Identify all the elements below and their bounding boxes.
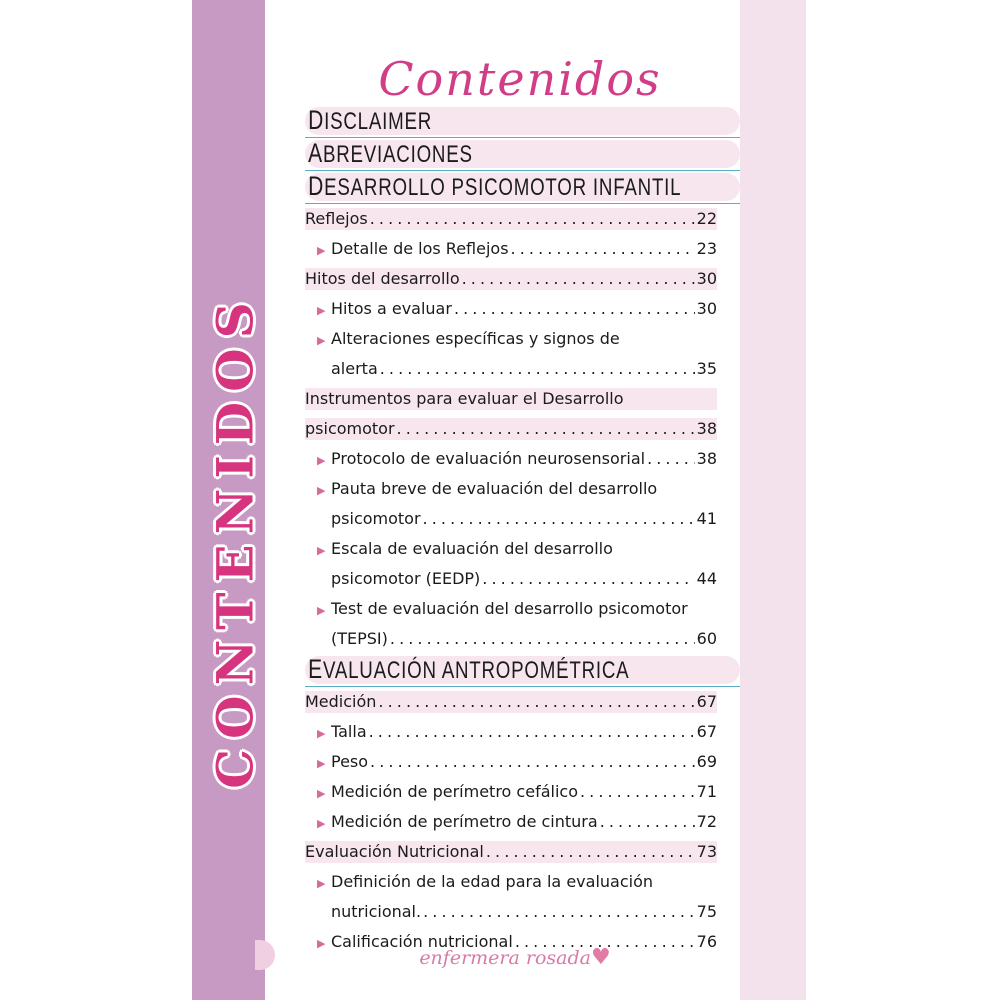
toc-subentry[interactable] <box>305 594 717 624</box>
section-title: EVALUACIÓN ANTROPOMÉTRICA <box>308 654 630 684</box>
leader-dots <box>647 444 695 474</box>
leader-dots <box>370 204 695 234</box>
page-number: 23 <box>696 239 717 258</box>
page-number: 75 <box>696 902 717 921</box>
page-title: Contenidos <box>378 52 662 106</box>
triangle-bullet-icon: ▶ <box>317 244 326 257</box>
entry-label: Test de evaluación del desarrollo psicomotor <box>331 599 688 618</box>
leader-dots <box>380 354 695 384</box>
entry-label: Detalle de los Reflejos <box>331 239 509 258</box>
triangle-bullet-icon: ▶ <box>317 877 326 890</box>
entry-label: Alteraciones específicas y signos de <box>331 329 620 348</box>
leader-dots <box>370 747 695 777</box>
page-number: 60 <box>696 629 717 648</box>
entry-label: Medición <box>305 692 377 711</box>
entry-label: Peso <box>331 752 369 771</box>
entry-label: Instrumentos para evaluar el Desarrollo <box>305 389 624 408</box>
toc-entry-continuation[interactable] <box>305 354 717 384</box>
entry-label-cont: psicomotor <box>305 419 395 438</box>
side-title-text: CONTENIDOS <box>205 291 265 789</box>
toc-section-heading[interactable] <box>305 105 740 138</box>
toc-section-heading[interactable] <box>305 654 740 687</box>
toc-section-heading[interactable] <box>305 171 740 204</box>
section-title: DESARROLLO PSICOMOTOR INFANTIL <box>308 171 682 201</box>
entry-label-cont: nutricional. <box>331 902 422 921</box>
triangle-bullet-icon: ▶ <box>317 334 326 347</box>
page-number: 69 <box>696 752 717 771</box>
toc-subentry[interactable] <box>305 717 717 747</box>
leader-dots <box>600 807 695 837</box>
entry-label-cont: (TEPSI) <box>331 629 388 648</box>
entry-label: Medición de perímetro de cintura <box>331 812 598 831</box>
entry-label: Hitos a evaluar <box>331 299 452 318</box>
leader-dots <box>580 777 695 807</box>
page-number: 41 <box>696 509 717 528</box>
triangle-bullet-icon: ▶ <box>317 304 326 317</box>
triangle-bullet-icon: ▶ <box>317 727 326 740</box>
toc-entry[interactable] <box>305 204 717 234</box>
leader-dots <box>423 504 695 534</box>
entry-label: Evaluación Nutricional <box>305 842 484 861</box>
leader-dots <box>390 624 695 654</box>
triangle-bullet-icon: ▶ <box>317 937 326 950</box>
entry-label: Protocolo de evaluación neurosensorial <box>331 449 646 468</box>
page-number: 38 <box>696 419 717 438</box>
entry-label: Talla <box>331 722 367 741</box>
toc-entry[interactable] <box>305 384 717 414</box>
entry-label: Hitos del desarrollo <box>305 269 460 288</box>
footer-brand <box>400 945 630 970</box>
vertical-side-title <box>205 291 265 789</box>
toc-subentry[interactable] <box>305 294 717 324</box>
page-number: 38 <box>696 449 717 468</box>
page-number: 30 <box>696 299 717 318</box>
entry-label: Calificación nutricional <box>331 932 513 951</box>
toc-subentry[interactable] <box>305 534 717 564</box>
leader-dots <box>423 897 695 927</box>
entry-label: Medición de perímetro cefálico <box>331 782 578 801</box>
entry-label-cont: psicomotor <box>331 509 421 528</box>
toc-entry-continuation[interactable] <box>305 414 717 444</box>
triangle-bullet-icon: ▶ <box>317 787 326 800</box>
triangle-bullet-icon: ▶ <box>317 604 326 617</box>
toc-entry-continuation[interactable] <box>305 624 717 654</box>
leader-dots <box>486 837 695 867</box>
page-number: 30 <box>696 269 717 288</box>
section-title: DISCLAIMER <box>308 105 433 135</box>
page-number: 67 <box>696 722 717 741</box>
triangle-bullet-icon: ▶ <box>317 757 326 770</box>
leader-dots <box>369 717 695 747</box>
toc-entry-continuation[interactable] <box>305 564 717 594</box>
triangle-bullet-icon: ▶ <box>317 544 326 557</box>
page-number: 35 <box>696 359 717 378</box>
entry-label: Definición de la edad para la evaluación <box>331 872 653 891</box>
toc-entry[interactable] <box>305 264 717 294</box>
triangle-bullet-icon: ▶ <box>317 817 326 830</box>
leader-dots <box>454 294 695 324</box>
section-title: ABREVIACIONES <box>308 138 473 168</box>
entry-label: Reflejos <box>305 209 368 228</box>
toc-subentry[interactable] <box>305 747 717 777</box>
page-number: 44 <box>696 569 717 588</box>
toc-entry-continuation[interactable] <box>305 897 717 927</box>
page-number: 67 <box>696 692 717 711</box>
toc-entry[interactable] <box>305 837 717 867</box>
leader-dots <box>511 234 695 264</box>
toc-section-heading[interactable] <box>305 138 740 171</box>
table-of-contents <box>305 105 740 957</box>
triangle-bullet-icon: ▶ <box>317 454 326 467</box>
page-number: 22 <box>696 209 717 228</box>
heart-icon: ♥ <box>590 945 611 970</box>
entry-label-cont: alerta <box>331 359 378 378</box>
entry-label: Escala de evaluación del desarrollo <box>331 539 613 558</box>
right-color-strip <box>740 0 806 1000</box>
toc-subentry[interactable] <box>305 777 717 807</box>
triangle-bullet-icon: ▶ <box>317 484 326 497</box>
toc-subentry[interactable] <box>305 444 717 474</box>
leader-dots <box>462 264 695 294</box>
entry-label-cont: psicomotor (EEDP) <box>331 569 481 588</box>
page-number: 73 <box>696 842 717 861</box>
page-number: 71 <box>696 782 717 801</box>
toc-subentry[interactable] <box>305 807 717 837</box>
leader-dots <box>397 414 695 444</box>
toc-subentry[interactable] <box>305 234 717 264</box>
toc-subentry[interactable] <box>305 867 717 897</box>
toc-subentry[interactable] <box>305 324 717 354</box>
leader-dots <box>378 687 694 717</box>
leader-dots <box>482 564 694 594</box>
page-number: 76 <box>696 932 717 951</box>
entry-label: Pauta breve de evaluación del desarrollo <box>331 479 658 498</box>
toc-subentry[interactable] <box>305 474 717 504</box>
toc-entry-continuation[interactable] <box>305 504 717 534</box>
brand-text: enfermera rosada <box>419 947 591 969</box>
toc-entry[interactable] <box>305 687 717 717</box>
page-number: 72 <box>696 812 717 831</box>
